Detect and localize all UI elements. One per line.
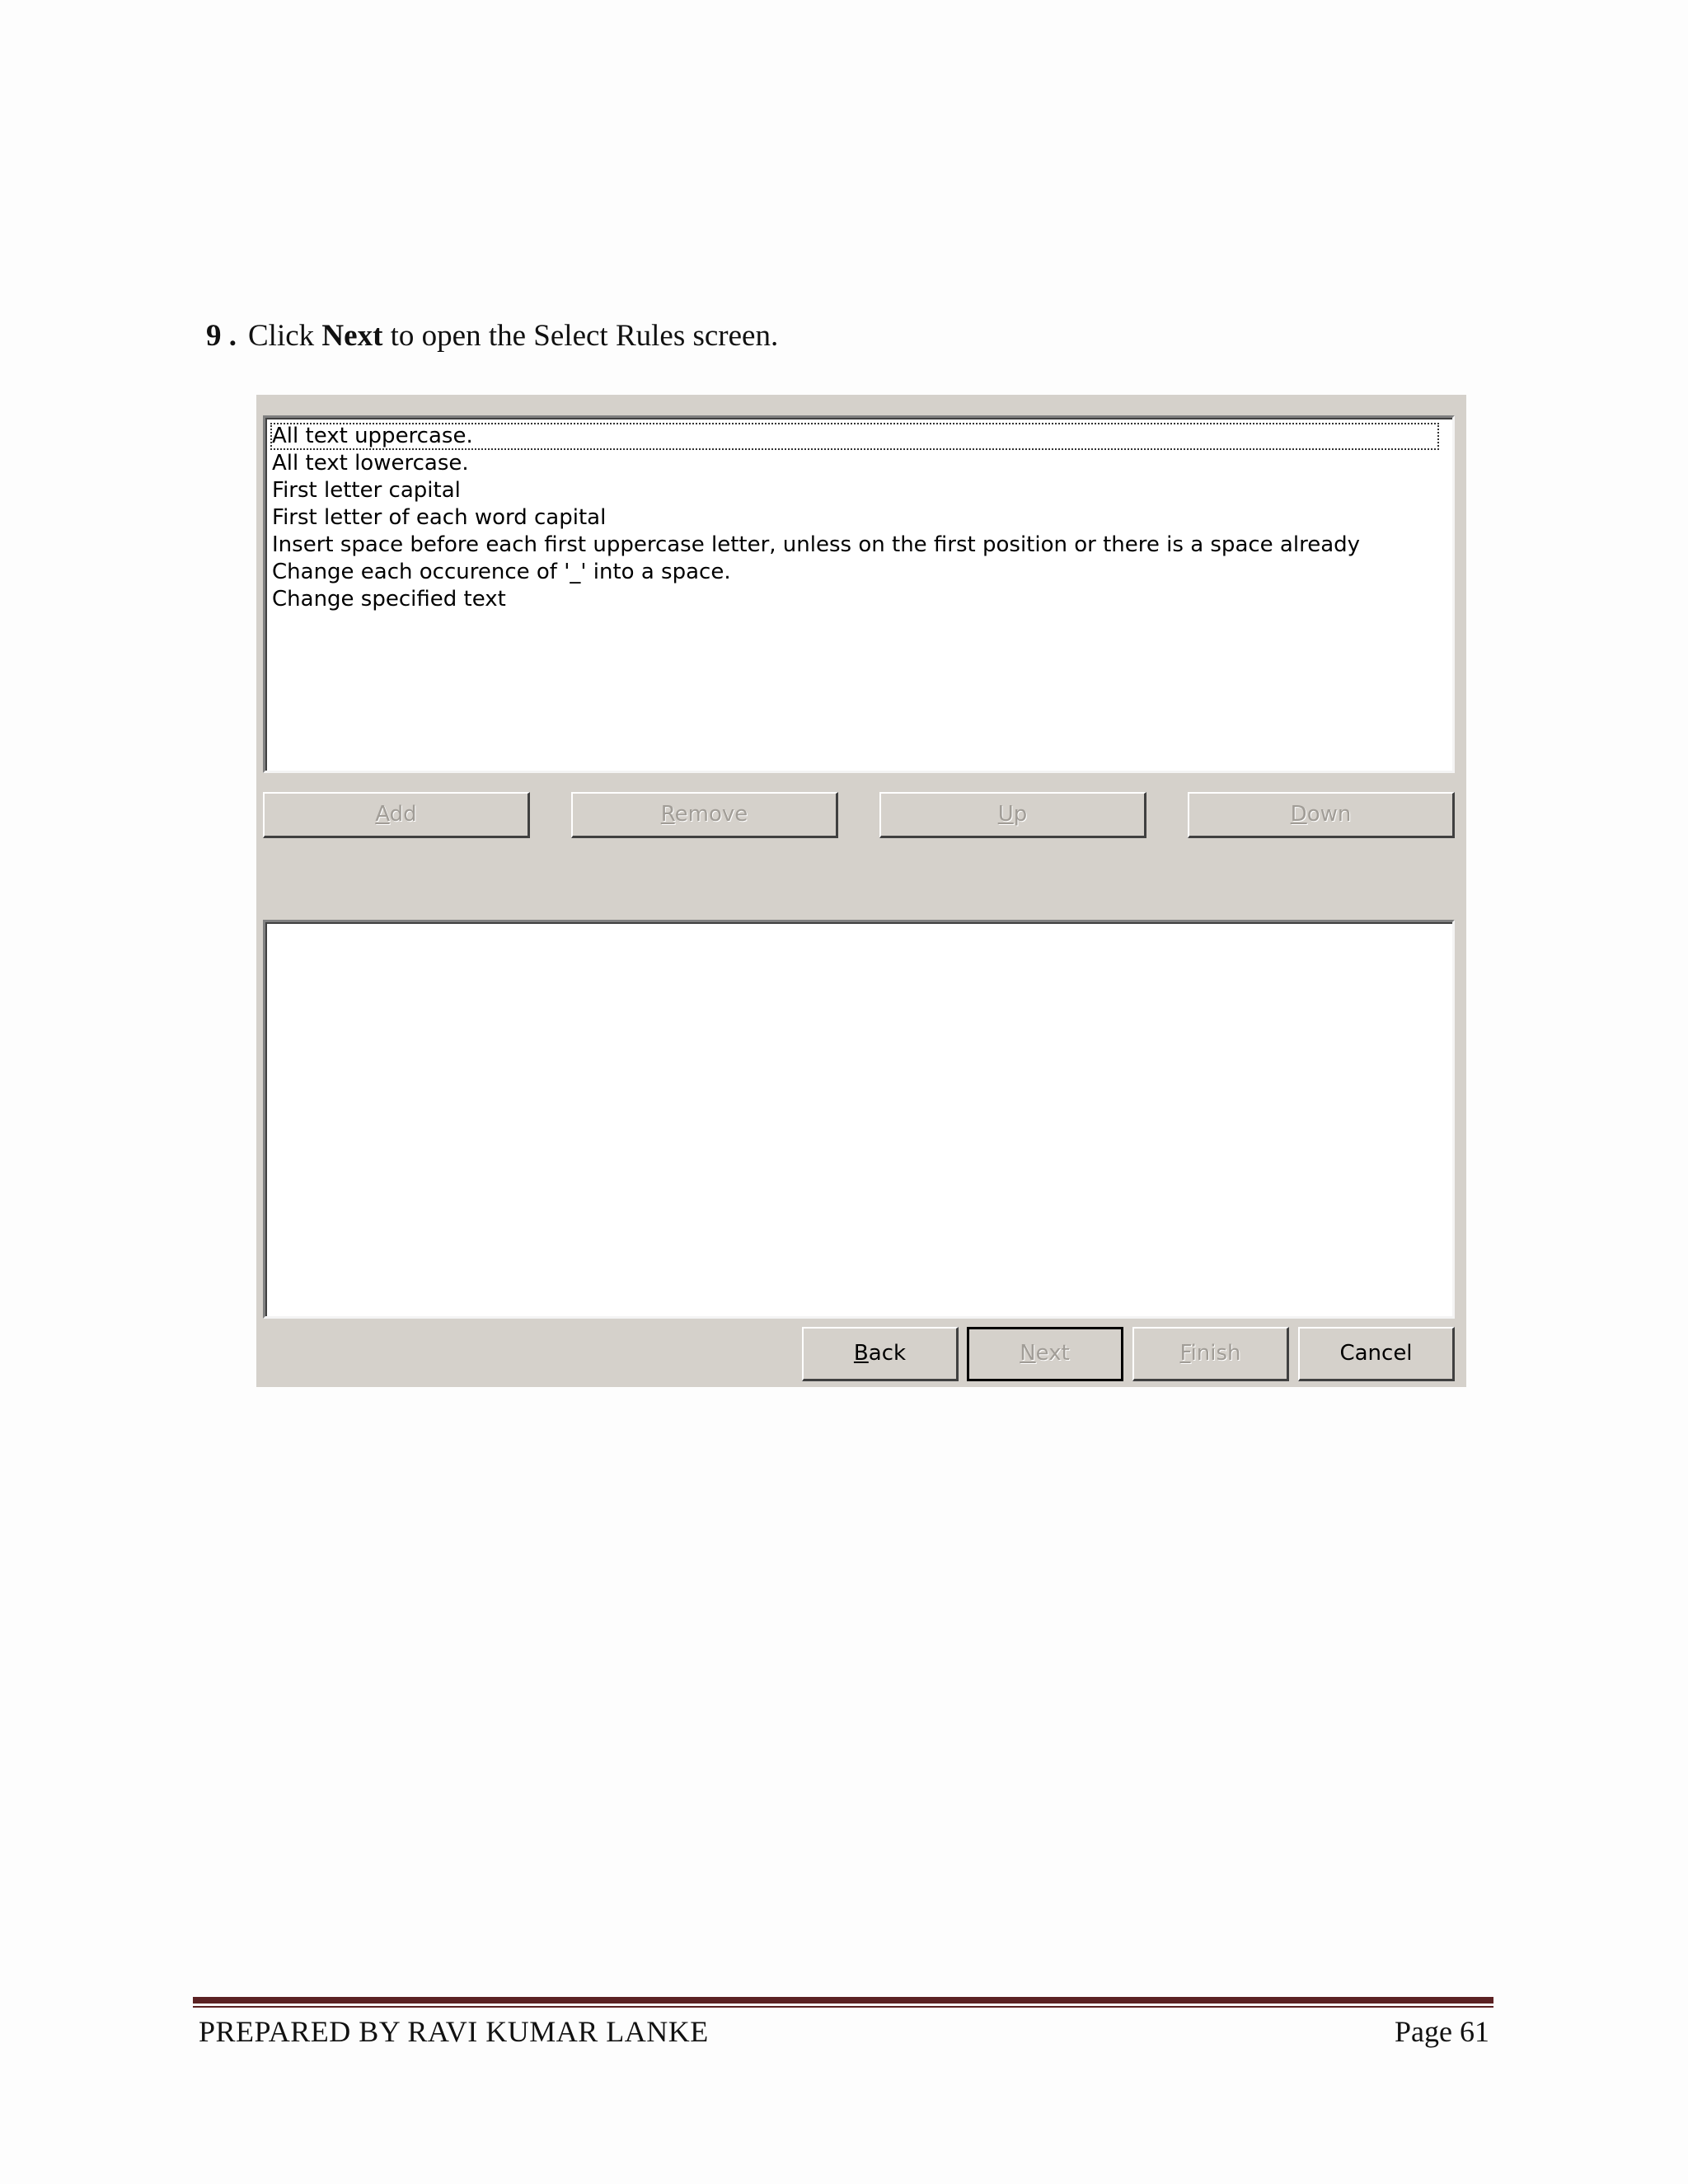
footer-author: PREPARED BY RAVI KUMAR LANKE (199, 2015, 709, 2048)
instruction-prefix: Click (248, 319, 315, 353)
rule-item[interactable]: First letter of each word capital (272, 505, 607, 530)
next-button[interactable] (967, 1327, 1123, 1381)
footer-rule-thin (193, 2006, 1493, 2008)
remove-button[interactable] (571, 792, 838, 838)
up-button[interactable] (879, 792, 1146, 838)
add-button[interactable] (263, 792, 530, 838)
cancel-button[interactable]: Cancel (1298, 1327, 1455, 1381)
up-label-rest: p (1013, 802, 1028, 827)
next-label-rest: ext (1035, 1341, 1070, 1366)
down-mnemonic: D (1290, 802, 1307, 827)
select-rules-dialog (256, 395, 1466, 1387)
instruction-bold-word: Next (321, 319, 383, 353)
back-label-rest: ack (868, 1341, 907, 1366)
back-mnemonic: B (853, 1341, 869, 1366)
remove-label-rest: emove (674, 802, 748, 827)
add-mnemonic: A (375, 802, 390, 827)
add-label-rest: dd (389, 802, 417, 827)
up-mnemonic: U (997, 802, 1014, 827)
rule-item[interactable]: All text uppercase. (270, 423, 1439, 450)
rule-item[interactable]: All text lowercase. (272, 451, 469, 476)
finish-mnemonic: F (1179, 1341, 1191, 1366)
rule-item[interactable]: First letter capital (272, 478, 461, 503)
rule-item[interactable]: Change each occurence of '_' into a space. (272, 560, 731, 584)
rule-details-box[interactable] (263, 920, 1455, 1319)
rule-item[interactable]: Insert space before each first uppercase letter, unless on the first position or there is a space already (272, 532, 1361, 557)
rules-list (265, 418, 1452, 613)
instruction-suffix: to open the Select Rules screen. (390, 319, 779, 353)
page-number: Page 61 (1395, 2015, 1489, 2048)
step-number: 9 . (206, 319, 237, 353)
instruction-step (206, 318, 778, 354)
next-mnemonic: N (1020, 1341, 1036, 1366)
rule-item[interactable]: Change specified text (272, 587, 506, 612)
down-button[interactable] (1188, 792, 1455, 838)
back-button[interactable] (802, 1327, 959, 1381)
finish-label-rest: inish (1190, 1341, 1241, 1366)
footer-rule-thick (193, 1997, 1493, 2004)
finish-button[interactable] (1132, 1327, 1289, 1381)
remove-mnemonic: R (660, 802, 675, 827)
rules-listbox[interactable] (263, 415, 1455, 773)
down-label-rest: own (1306, 802, 1352, 827)
